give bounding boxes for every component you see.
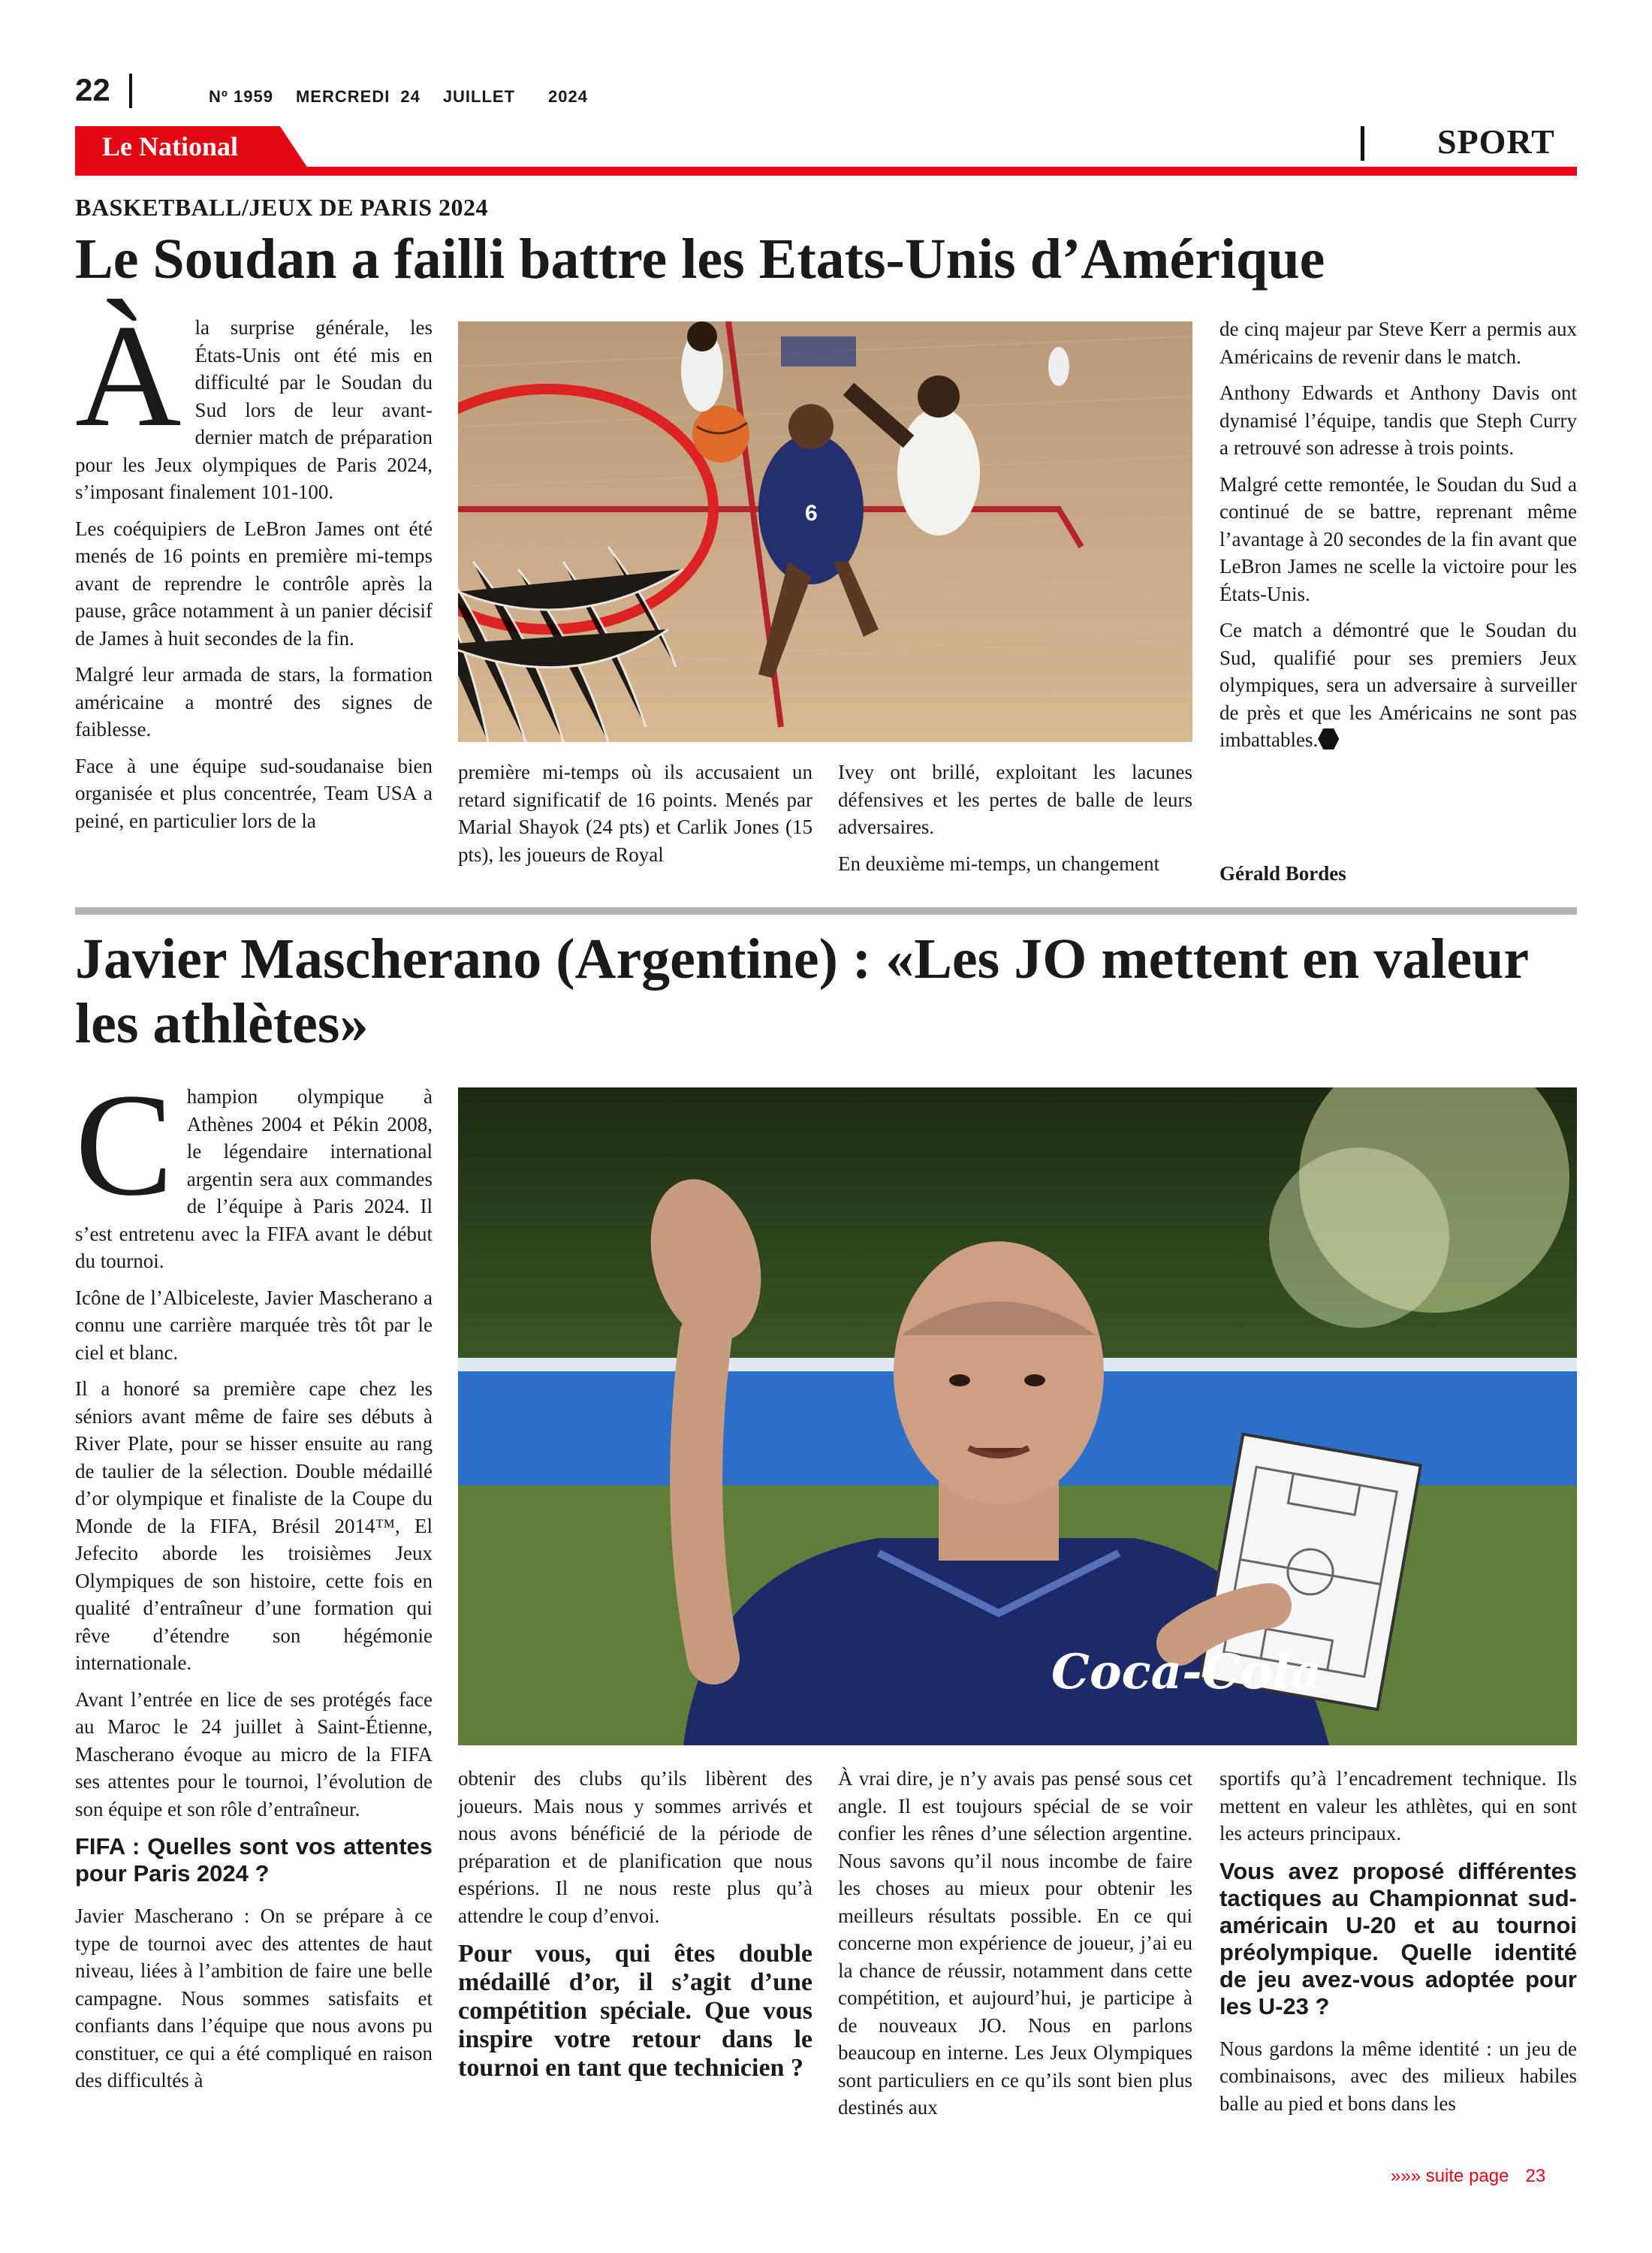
article2-paragraph: Il a honoré sa première cape chez les séniors avant même de faire ses débuts à River Plate, pour se hisser ensuite au rang de taulier de la sélection. Double médaillé d’or olympique et finaliste de la Coupe du Monde de la FIFA, Brésil 2014™, El Jefecito aborde les troisièmes Jeux Olympiques de son histoire, cette fois en qualité d’entraîneur d’une formation qui rêve d’étendre son hégémonie internationale. [75, 1377, 433, 1674]
article1-paragraph: Ivey ont brillé, exploitant les lacunes défensives et les pertes de balle de leurs adversaires. [838, 761, 1192, 838]
article2-column-4 [1219, 1765, 1577, 2126]
issue-number: Nº 1959 [209, 87, 273, 106]
article1-column-2 [458, 759, 812, 877]
article2-paragraph: Avant l’entrée en lice de ses protégés face au Maroc le 24 juillet à Saint-Étienne, Mascherano évoque au micro de la FIFA ses attentes pour le tournoi, l’évolution de son équipe et son rôle d’entraîneur. [75, 1687, 433, 1820]
article1-paragraph: Ce match a démontré que le Soudan du Sud, qualifié pour ses premiers Jeux olympiques, sera un adversaire à surveiller de près et que les Américains ne sont pas imbattables. [1219, 619, 1577, 751]
end-of-article-icon [1318, 728, 1339, 749]
article2-paragraph: Icône de l’Albiceleste, Javier Mascherano a connu une carrière marquée très tôt par le ciel et blanc. [75, 1286, 433, 1364]
article1-paragraph: Malgré leur armada de stars, la formation américaine a montré des signes de faiblesse. [75, 663, 433, 740]
continued-label: »»» suite page [1391, 2166, 1509, 2186]
basketball-photo-illustration [458, 321, 1192, 742]
article1-paragraph: Face à une équipe sud-soudanaise bien organisée et plus concentrée, Team USA a peiné, en particulier lors de la [75, 754, 433, 832]
interview-answer: sportifs qu’à l’encadrement technique. Ils mettent en valeur les athlètes, qui en sont les acteurs principaux. [1219, 1767, 1577, 1844]
article2-title: Javier Mascherano (Argentine) : «Les JO mettent en valeur les athlètes» [75, 927, 1528, 1055]
section-divider [1361, 126, 1364, 161]
issue-day: 24 [400, 87, 421, 106]
continued-on-page[interactable] [1391, 2166, 1545, 2187]
article2-column-1 [75, 1063, 433, 2104]
article1-column-1 [75, 294, 433, 843]
interview-answer: Javier Mascherano : On se prépare à ce type de tournoi avec des attentes de haut niveau, liées à l’ambition de faire une belle campagne. Nous sommes satisfaits et confiants dans l’équipe que nous avons pu constituer, ce qui a été compliqué en raison des difficultés à [75, 1905, 433, 2092]
article1-paragraph: Anthony Edwards et Anthony Davis ont dynamisé l’équipe, tandis que Steph Curry a retrouvé son adresse à trois points. [1219, 382, 1577, 459]
article1-author: Gérald Bordes [1219, 862, 1346, 885]
sponsor-logo-text: Coca-Cola [1051, 1644, 1322, 1700]
page-number-divider [129, 74, 132, 108]
article2-dropcap: C [75, 1063, 173, 1226]
newspaper-brand: Le National [102, 131, 239, 161]
article1-column-3 [838, 759, 1192, 886]
issue-weekday: MERCREDI [295, 87, 390, 106]
issue-month: JUILLET [442, 87, 516, 106]
article1-title: Le Soudan a failli battre les Etats-Unis d’Amérique [75, 228, 1325, 291]
mascherano-photo-illustration [458, 1087, 1577, 1745]
article2-column-2 [458, 1765, 812, 2098]
issue-year: 2024 [548, 87, 588, 106]
interview-answer: obtenir des clubs qu’ils libèrent des joueurs. Mais nous y sommes arrivés et nous avons bénéficié de la période de préparation et de planification que nous espérions. Il ne nous reste plus qu’à attendre le coup d’envoi. [458, 1767, 812, 1927]
interview-question: Pour vous, qui êtes double médaillé d’or, il s’agit d’une compétition spéciale. Que vous inspire votre retour dans le tournoi en tant que technicien ? [458, 1940, 812, 2082]
article2-paragraph: hampion olympique à Athènes 2004 et Pékin 2008, le légendaire international argentin sera aux commandes de l’équipe à Paris 2024. Il s’est entretenu avec la FIFA avant le début du tournoi. [75, 1085, 433, 1272]
interview-answer: Nous gardons la même identité : un jeu de combinaisons, avec des milieux habiles balle au pied et bons dans les [1219, 2037, 1577, 2115]
basketball-photo [458, 321, 1192, 742]
article1-kicker: BASKETBALL/JEUX DE PARIS 2024 [75, 194, 489, 221]
section-name: SPORT [1437, 122, 1555, 161]
article1-paragraph: première mi-temps où ils accusaient un retard significatif de 16 points. Menés par Marial Shayok (24 pts) et Carlik Jones (15 pts), les joueurs de Royal [458, 761, 812, 866]
article1-column-4 [1219, 315, 1577, 763]
interview-question: Vous avez proposé différentes tactiques au Championnat sud-américain U-20 et au tournoi préolympique. Quelle identité de jeu avez-vous adoptée pour les U-23 ? [1219, 1857, 1577, 2019]
article1-paragraph: Malgré cette remontée, le Soudan du Sud a continué de se battre, reprenant même l’avantage à 20 secondes de la fin avant que LeBron James ne scelle la victoire pour les États-Unis. [1219, 472, 1577, 605]
article1-paragraph: de cinq majeur par Steve Kerr a permis aux Américains de revenir dans le match. [1219, 318, 1577, 368]
header-rule [75, 167, 1577, 176]
continued-page-number: 23 [1525, 2166, 1546, 2186]
interview-question: FIFA : Quelles sont vos attentes pour Paris 2024 ? [75, 1833, 433, 1887]
article1-paragraph: Les coéquipiers de LeBron James ont été menés de 16 points en première mi-temps avant de reprendre le contrôle après la pause, grâce notamment à un panier décisif de James à huit secondes de la fin. [75, 517, 433, 650]
article1-dropcap: À [75, 294, 182, 457]
issue-line [209, 87, 610, 107]
interview-answer: À vrai dire, je n’y avais pas pensé sous cet angle. Il est toujours spécial de se voir confier les rênes d’une sélection argentine. Nous savons qu’il nous incombe de faire les choses au mieux pour obtenir les meilleurs résultats possible. En ce qui concerne mon expérience de joueur, j’ai eu la chance de réussir, notamment dans cette compétition, et aujourd’hui, je participe à de nouveaux JO. Nous en parlons beaucoup en interne. Les Jeux Olympiques sont particuliers en ce qu’ils sont bien plus destinés aux [838, 1767, 1192, 2119]
jersey-number: 6 [805, 501, 818, 526]
article2-column-3 [838, 1765, 1192, 2131]
article-separator [75, 907, 1577, 915]
article1-paragraph: la surprise générale, les États-Unis ont été mis en difficulté par le Soudan du Sud lors de leur avant-dernier match de préparation pour les Jeux olympiques de Paris 2024, s’imposant finalement 101-100. [75, 316, 433, 503]
page-number: 22 [75, 72, 110, 107]
mascherano-photo [458, 1087, 1577, 1745]
article1-paragraph: En deuxième mi-temps, un changement [838, 852, 1160, 875]
